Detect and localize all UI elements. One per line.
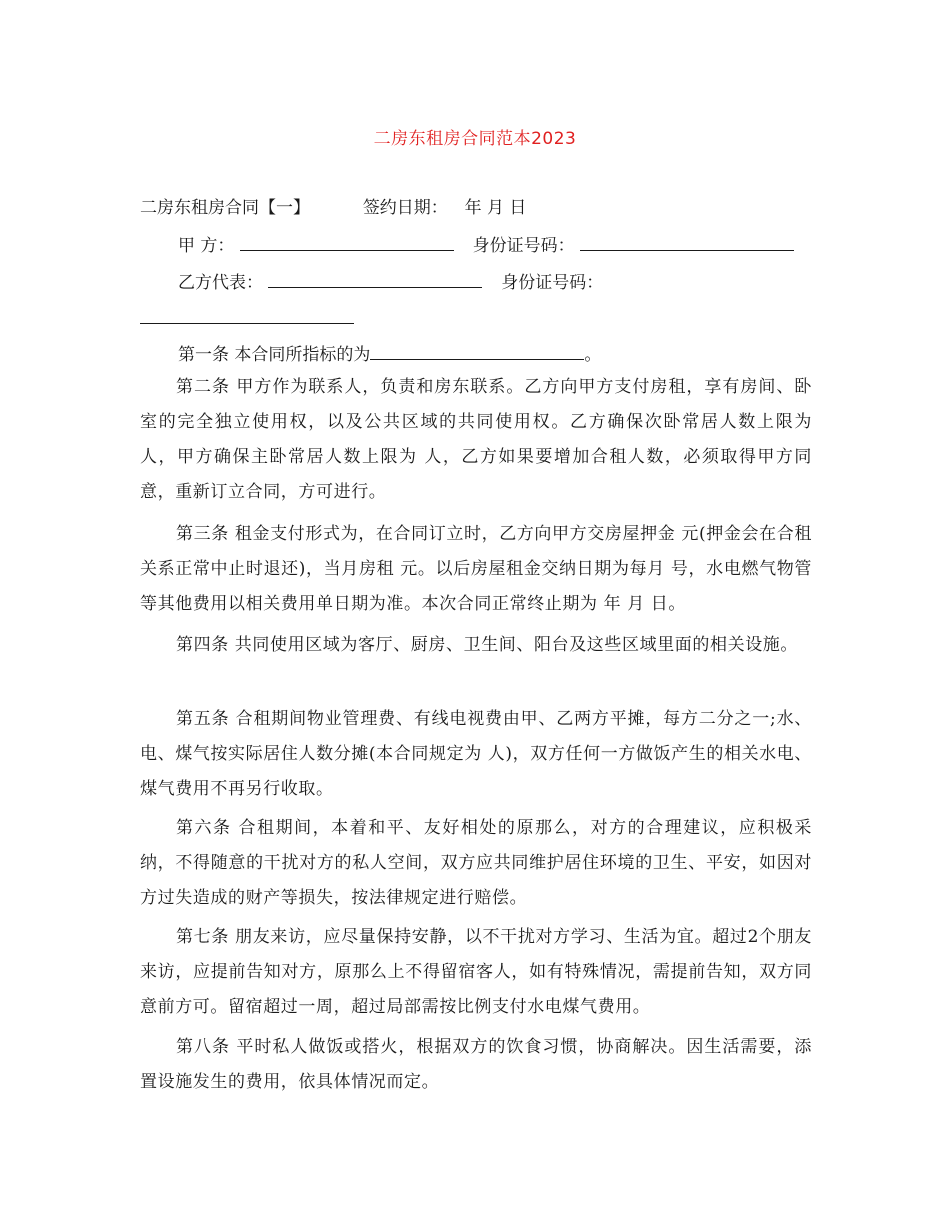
clause-6: 第六条 合租期间，本着和平、友好相处的原那么，对方的合理建议，应积极采纳，不得随意的干扰对方的私人空间，双方应共同维护居住环境的卫生、平安，如因对方过失造成的财产等损失，按法律规定进行赔偿。 — [140, 818, 812, 908]
party-b-name-blank — [268, 271, 482, 288]
party-b-line — [178, 271, 603, 294]
clause-1-text: 第一条 本合同所指标的为 — [178, 345, 371, 365]
contract-label: 二房东租房合同【一】 — [140, 198, 310, 218]
party-a-line — [178, 234, 794, 257]
party-b-id-label: 身份证号码： — [501, 273, 604, 293]
clause-4: 第四条 共同使用区域为客厅、厨房、卫生间、阳台及这些区域里面的相关设施。 — [176, 635, 799, 655]
party-a-id-blank — [580, 234, 794, 251]
clause-3: 第三条 租金支付形式为，在合同订立时，乙方向甲方交房屋押金 元(押金会在合租关系正常中止时退还)，当月房租 元。以后房屋租金交纳日期为每月 号，水电燃气物管等其他费用以相关费用单日期为准。本次合同正常终止期为 年 月 日。 — [140, 524, 812, 614]
party-b-id-blank — [140, 307, 354, 324]
sign-date-value: 年 月 日 — [464, 198, 527, 218]
clause-1 — [178, 343, 601, 366]
clause-5: 第五条 合租期间物业管理费、有线电视费由甲、乙两方平摊，每方二分之一;水、电、煤气按实际居住人数分摊(本合同规定为 人)，双方任何一方做饭产生的相关水电、煤气费用不再另行收取。 — [140, 709, 812, 799]
clause-8: 第八条 平时私人做饭或搭火，根据双方的饮食习惯，协商解决。因生活需要，添置设施发生的费用，依具体情况而定。 — [140, 1037, 812, 1092]
party-a-id-label: 身份证号码： — [472, 236, 575, 256]
party-b-id-line — [140, 307, 354, 330]
party-a-name-blank — [240, 234, 454, 251]
clause-2: 第二条 甲方作为联系人，负责和房东联系。乙方向甲方支付房租，享有房间、卧室的完全独立使用权，以及公共区域的共同使用权。乙方确保次卧常居人数上限为 人，甲方确保主卧常居人数上限为 人，乙方如果要增加合租人数，必须取得甲方同意，重新订立合同，方可进行。 — [140, 377, 812, 502]
contract-header — [140, 197, 526, 219]
clause-1-end: 。 — [584, 345, 602, 365]
sign-date-label: 签约日期： — [362, 198, 448, 218]
clause-7: 第七条 朋友来访，应尽量保持安静，以不干扰对方学习、生活为宜。超过2个朋友来访，应提前告知对方，原那么上不得留宿客人，如有特殊情况，需提前告知，双方同意前方可。留宿超过一周，超过局部需按比例支付水电煤气费用。 — [140, 927, 812, 1017]
party-a-label: 甲 方： — [178, 236, 235, 256]
clause-1-blank — [370, 343, 584, 360]
party-b-label: 乙方代表： — [178, 273, 263, 293]
document-title: 二房东租房合同范本2023 — [373, 129, 577, 149]
